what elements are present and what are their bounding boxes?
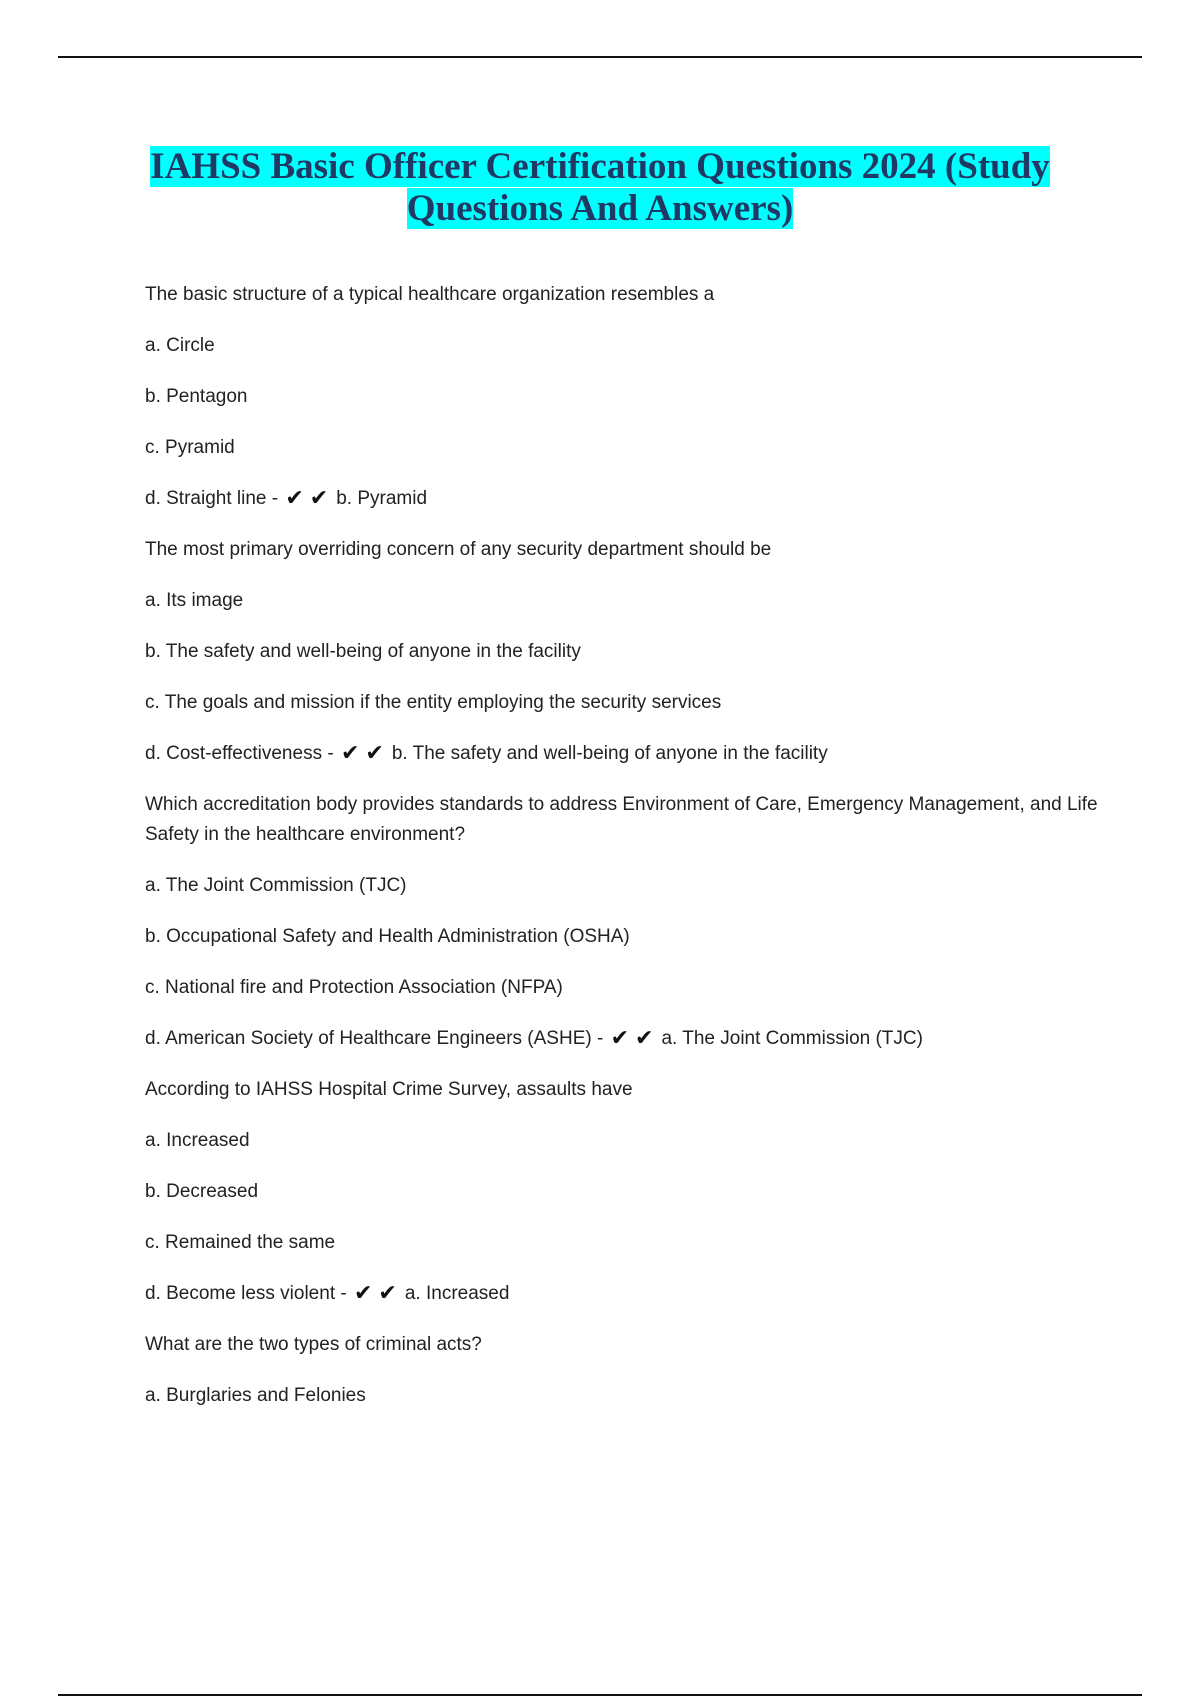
question-text: The most primary overriding concern of any security department should be bbox=[145, 539, 772, 560]
option-c: c. Pyramid bbox=[145, 437, 235, 458]
option-b: b. Decreased bbox=[145, 1181, 259, 1202]
option-d: d. American Society of Healthcare Engineers (ASHE) - bbox=[145, 1028, 604, 1049]
option-a: a. Its image bbox=[145, 590, 244, 611]
bottom-rule bbox=[58, 1694, 1142, 1696]
question-block bbox=[145, 280, 1105, 514]
option-c: c. National fire and Protection Association (NFPA) bbox=[145, 977, 563, 998]
option-b: b. Occupational Safety and Health Administration (OSHA) bbox=[145, 926, 630, 947]
option-d: d. Straight line - bbox=[145, 488, 279, 509]
option-b: b. The safety and well-being of anyone in the facility bbox=[145, 641, 581, 662]
question-text: What are the two types of criminal acts? bbox=[145, 1334, 482, 1355]
title-line-1: IAHSS Basic Officer Certification Questions 2024 (Study bbox=[150, 146, 1050, 187]
question-text: According to IAHSS Hospital Crime Survey, assaults have bbox=[145, 1079, 633, 1100]
question-block bbox=[145, 1330, 1105, 1411]
option-c: c. Remained the same bbox=[145, 1232, 336, 1253]
double-check-icon: ✔✔ bbox=[353, 1281, 403, 1306]
option-c: c. The goals and mission if the entity employing the security services bbox=[145, 692, 722, 713]
option-a: a. Circle bbox=[145, 335, 215, 356]
double-check-icon: ✔✔ bbox=[340, 741, 390, 766]
option-a: a. Burglaries and Felonies bbox=[145, 1385, 366, 1406]
option-d: d. Cost-effectiveness - bbox=[145, 743, 334, 764]
question-block bbox=[145, 535, 1105, 769]
answer-text: a. The Joint Commission (TJC) bbox=[661, 1028, 923, 1049]
question-block bbox=[145, 790, 1105, 1054]
question-text: Which accreditation body provides standards to address Environment of Care, Emergency Management, and Life Safety in the healthcare environment? bbox=[145, 794, 1098, 845]
question-text: The basic structure of a typical healthcare organization resembles a bbox=[145, 284, 715, 305]
option-b: b. Pentagon bbox=[145, 386, 248, 407]
answer-text: b. The safety and well-being of anyone in the facility bbox=[391, 743, 828, 764]
double-check-icon: ✔✔ bbox=[285, 486, 335, 511]
double-check-icon: ✔✔ bbox=[610, 1026, 660, 1051]
question-block bbox=[145, 1075, 1105, 1309]
question-list bbox=[145, 280, 1105, 1432]
option-d-with-answer bbox=[145, 484, 1105, 514]
option-d-with-answer bbox=[145, 1279, 1105, 1309]
option-d: d. Become less violent - bbox=[145, 1283, 347, 1304]
title-line-2: Questions And Answers) bbox=[406, 188, 794, 229]
answer-text: b. Pyramid bbox=[336, 488, 428, 509]
answer-text: a. Increased bbox=[404, 1283, 510, 1304]
document-title bbox=[100, 146, 1100, 230]
top-rule bbox=[58, 56, 1142, 58]
option-a: a. The Joint Commission (TJC) bbox=[145, 875, 407, 896]
option-d-with-answer bbox=[145, 1024, 1105, 1054]
option-a: a. Increased bbox=[145, 1130, 250, 1151]
option-d-with-answer bbox=[145, 739, 1105, 769]
